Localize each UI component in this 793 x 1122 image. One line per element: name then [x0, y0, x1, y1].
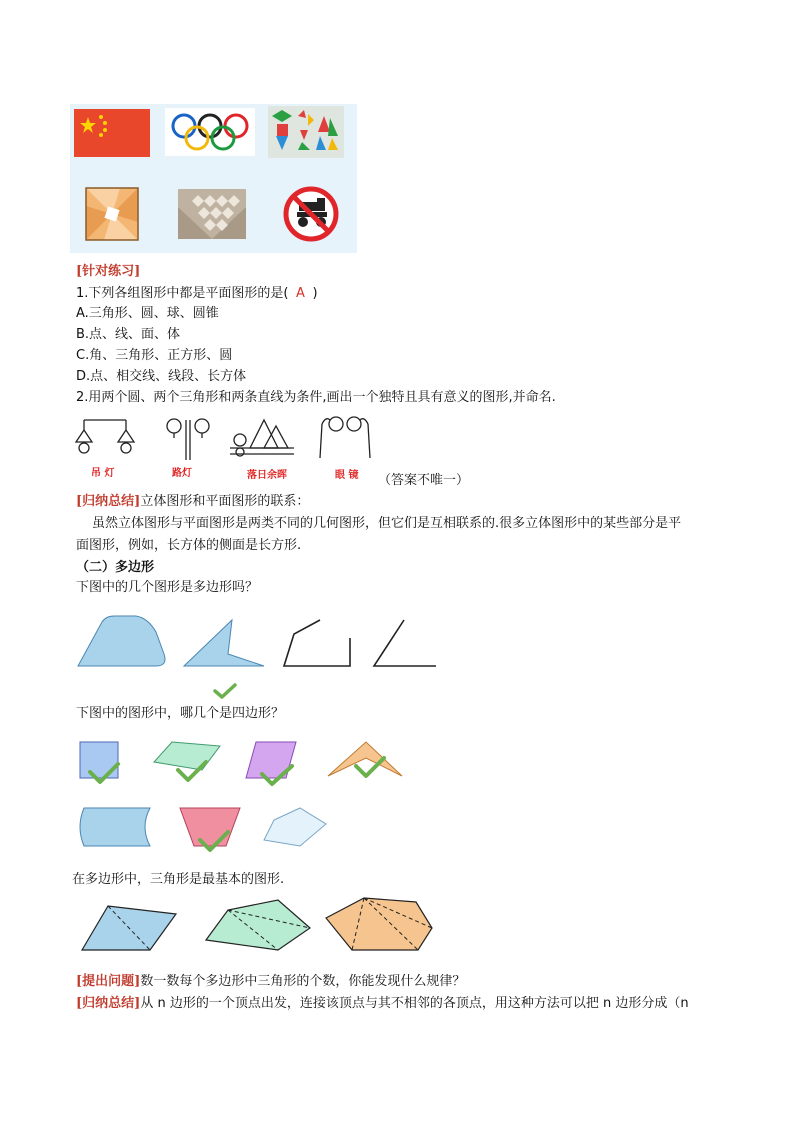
check-icon [213, 683, 237, 699]
option-d: D.点、相交线、线段、长方体 [76, 369, 247, 384]
question-1 [76, 284, 318, 304]
answer-note: （答案不唯一） [378, 473, 470, 488]
summary-1-title [76, 492, 309, 512]
quadrilateral-question: 下图中的图形中，哪几个是四边形？ [76, 706, 285, 721]
rhombus-shape [152, 740, 224, 790]
summary-1-line-1: 虽然立体图形与平面图形是两类不同的几何图形，但它们是互相联系的.很多立体图形中的某些部分是平 [92, 516, 682, 531]
pentagon-shape [260, 804, 330, 850]
rounded-polygon-shape [76, 614, 170, 670]
cylinder-outline-shape [74, 806, 154, 848]
summary-2-text: 从 n 边形的一个顶点出发，连接该顶点与其不相邻的各顶点，用这种方法可以把 n 边形分成（n [140, 996, 689, 1011]
square-shape [78, 740, 122, 788]
triangulated-hexagon [324, 892, 436, 954]
practice-tag: [针对练习] [76, 264, 141, 279]
caption-streetlamp: 路灯 [172, 468, 192, 479]
caption-sunset: 落日余晖 [247, 470, 287, 481]
raise-question-tag: [提出问题] [76, 974, 141, 989]
option-a: A.三角形、圆、球、圆锥 [76, 306, 219, 321]
angle-shape [370, 616, 440, 670]
option-c: C.角、三角形、正方形、圆 [76, 348, 233, 363]
triangulated-quadrilateral [80, 902, 180, 954]
chandelier-drawing [72, 416, 142, 462]
raise-question-text: 数一数每个多边形中三角形的个数，你能发现什么规律？ [140, 974, 466, 989]
raise-question [76, 972, 465, 992]
trapezoid-shape [178, 806, 242, 856]
parallelogram-shape [244, 740, 304, 790]
question-1-close: ) [312, 286, 318, 301]
polygon-question: 下图中的几个图形是多边形吗？ [76, 580, 259, 595]
tile-floor-icon [178, 189, 246, 239]
glasses-drawing [316, 414, 376, 464]
option-b: B.点、线、面、体 [76, 327, 181, 342]
summary-1-heading: 立体图形和平面图形的联系： [140, 494, 310, 509]
question-2: 2.用两个圆、两个三角形和两条直线为条件,画出一个独特且具有意义的图形,并命名. [76, 390, 556, 405]
triangle-note: 在多边形中，三角形是最基本的图形. [72, 872, 285, 887]
summary-1-line-2: 面图形，例如，长方体的侧面是长方形. [76, 538, 302, 553]
streetlamp-drawing [160, 416, 220, 462]
pinwheel-square-icon [86, 188, 138, 240]
summary-2 [76, 994, 689, 1014]
chevron-shape [326, 738, 406, 784]
question-1-text: 1.下列各组图形中都是平面图形的是( [76, 286, 289, 301]
open-polyline-shape [280, 616, 356, 670]
sunset-drawing [228, 416, 298, 462]
concave-polygon-shape [182, 614, 268, 670]
summary-2-tag: [归纳总结] [76, 996, 141, 1011]
caption-chandelier: 吊 灯 [91, 468, 115, 479]
china-flag-icon [74, 109, 150, 157]
tangram-figures-icon [268, 106, 344, 158]
no-tractor-sign-icon [283, 186, 339, 242]
triangulated-pentagon [204, 898, 314, 954]
olympic-rings-icon [165, 108, 255, 156]
caption-glasses: 眼 镜 [335, 470, 359, 481]
question-1-answer: A [296, 286, 305, 301]
section-heading: （二）多边形 [76, 560, 155, 575]
summary-1-tag: [归纳总结] [76, 494, 141, 509]
